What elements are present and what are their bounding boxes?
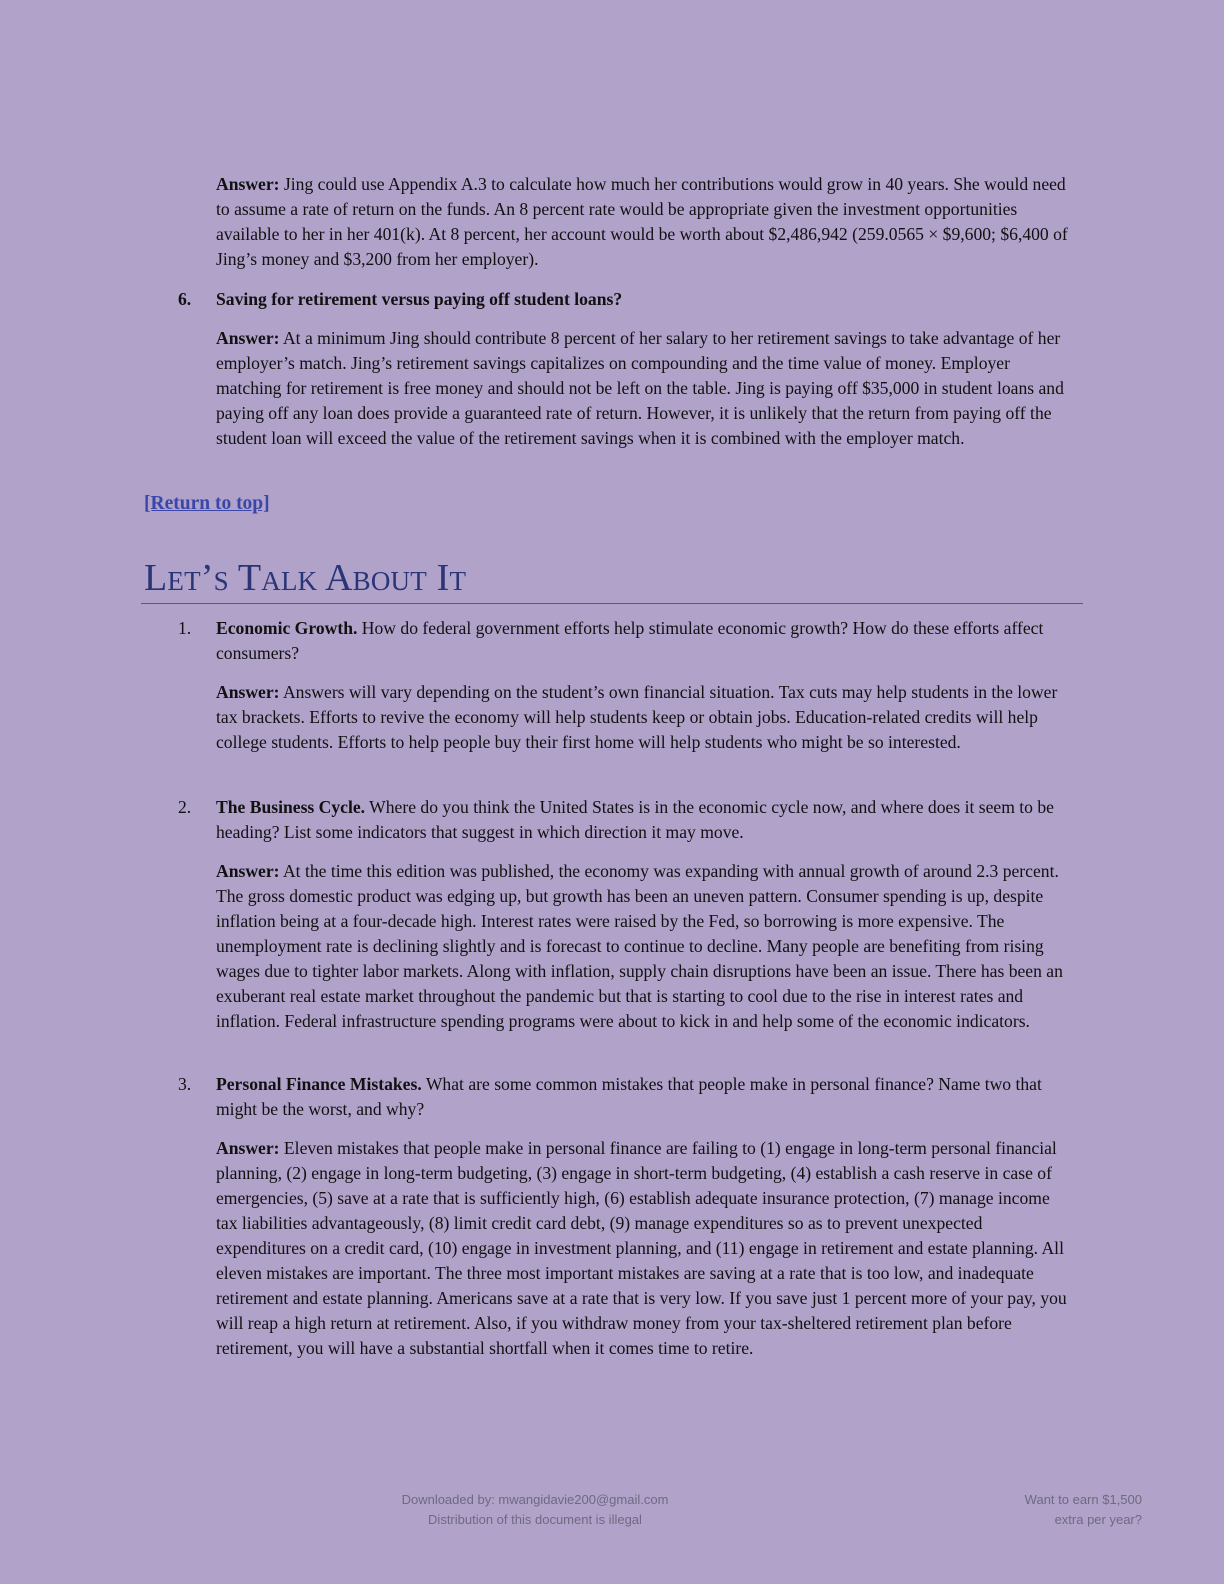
question-number: 6. (178, 289, 192, 309)
list-item-question-text: How do federal government efforts help stimulate economic growth? How do these efforts affect consumers? (216, 618, 1044, 663)
answer-label: Answer: (216, 682, 280, 702)
promo-line-1: Want to earn $1,500 (1024, 1492, 1142, 1507)
list-item-question-text: Where do you think the United States is in the economic cycle now, and where does it seem to be heading? List some indicators that suggest in which direction it may move. (216, 797, 1054, 842)
list-item-question (216, 795, 1072, 845)
list-item-title: The Business Cycle. (216, 797, 366, 817)
list-item-question-text: What are some common mistakes that people make in personal finance? Name two that might be the worst, and why? (216, 1074, 1042, 1119)
answer-text: At the time this edition was published, the economy was expanding with annual growth of around 2.3 percent. The gross domestic product was edging up, but growth has been an uneven pattern. Consumer spending is up, despite inflation being at a four-decade high. Interest rates were raised by the Fed, so borrowing is more expensive. The unemployment rate is declining slightly and is forecast to continue to decline. Many people are benefiting from rising wages due to tighter labor markets. Along with inflation, supply chain disruptions have been an issue. There has been an exuberant real estate market throughout the pandemic but that is starting to cool due to the rise in interest rates and inflation. Federal infrastructure spending programs were about to kick in and help some of the economic indicators. (216, 861, 1063, 1031)
distribution-warning-text: Distribution of this document is illegal (428, 1512, 642, 1527)
answer-text: Eleven mistakes that people make in personal finance are failing to (1) engage in long-term personal financial planning, (2) engage in long-term budgeting, (3) engage in short-term budgeting, (4) establish a cash reserve in case of emergencies, (5) save at a rate that is sufficiently high, (6) establish adequate insurance protection, (7) manage income tax liabilities advantageously, (8) limit credit card debt, (9) manage expenditures so as to prevent unexpected expenditures on a credit card, (10) engage in investment planning, and (11) engage in retirement and estate planning. All eleven mistakes are important. The three most important mistakes are saving at a rate that is too low, and inadequate retirement and estate planning. Americans save at a rate that is very low. If you save just 1 percent more of your pay, you will reap a high return at retirement. Also, if you withdraw money from your tax-sheltered retirement plan before retirement, you will have a substantial shortfall when it comes time to retire. (216, 1138, 1067, 1358)
answer-label: Answer: (216, 1138, 280, 1158)
list-item-title: Economic Growth. (216, 618, 358, 638)
list-item-answer (216, 1136, 1072, 1361)
answer-label: Answer: (216, 174, 280, 194)
list-item-answer (216, 680, 1072, 755)
promo-line-2: extra per year? (1054, 1512, 1142, 1527)
answer-text: Answers will vary depending on the student’s own financial situation. Tax cuts may help students in the lower tax brackets. Efforts to revive the economy will help students keep or obtain jobs. Education-related credits will help college students. Efforts to help people buy their first home will help students who might be so interested. (216, 682, 1058, 752)
list-item-number: 3. (178, 1074, 192, 1094)
answer-text: Jing could use Appendix A.3 to calculate how much her contributions would grow in 40 years. She would need to assume a rate of return on the funds. An 8 percent rate would be appropriate given the investment opportunities available to her in her 401(k). At 8 percent, her account would be worth about $2,486,942 (259.0565 × $9,600; $6,400 of Jing’s money and $3,200 from her employer). (216, 174, 1068, 269)
section-divider (141, 603, 1083, 604)
list-item-answer (216, 859, 1072, 1034)
list-item-number: 1. (178, 618, 192, 638)
prev-answer-paragraph (216, 172, 1072, 272)
section-title: Let’s Talk About It (144, 557, 467, 599)
question-title: Saving for retirement versus paying off student loans? (216, 289, 623, 309)
list-item-number: 2. (178, 797, 192, 817)
download-notice (340, 1490, 730, 1530)
downloaded-by-text: Downloaded by: mwangidavie200@gmail.com (401, 1492, 669, 1507)
return-to-top-link[interactable]: [Return to top] (144, 493, 270, 514)
list-item-question (216, 1072, 1072, 1122)
answer-label: Answer: (216, 861, 280, 881)
answer-label: Answer: (216, 328, 280, 348)
answer-text: At a minimum Jing should contribute 8 percent of her salary to her retirement savings to take advantage of her employer’s match. Jing’s retirement savings capitalizes on compounding and the time value of money. Employer matching for retirement is free money and should not be left on the table. Jing is paying off $35,000 in student loans and paying off any loan does provide a guaranteed rate of return. However, it is unlikely that the return from paying off the student loan will exceed the value of the retirement savings when it is combined with the employer match. (216, 328, 1064, 448)
promo-notice[interactable] (980, 1490, 1142, 1530)
list-item-question (216, 616, 1072, 666)
question-6-answer-paragraph (216, 326, 1072, 451)
list-item-title: Personal Finance Mistakes. (216, 1074, 422, 1094)
